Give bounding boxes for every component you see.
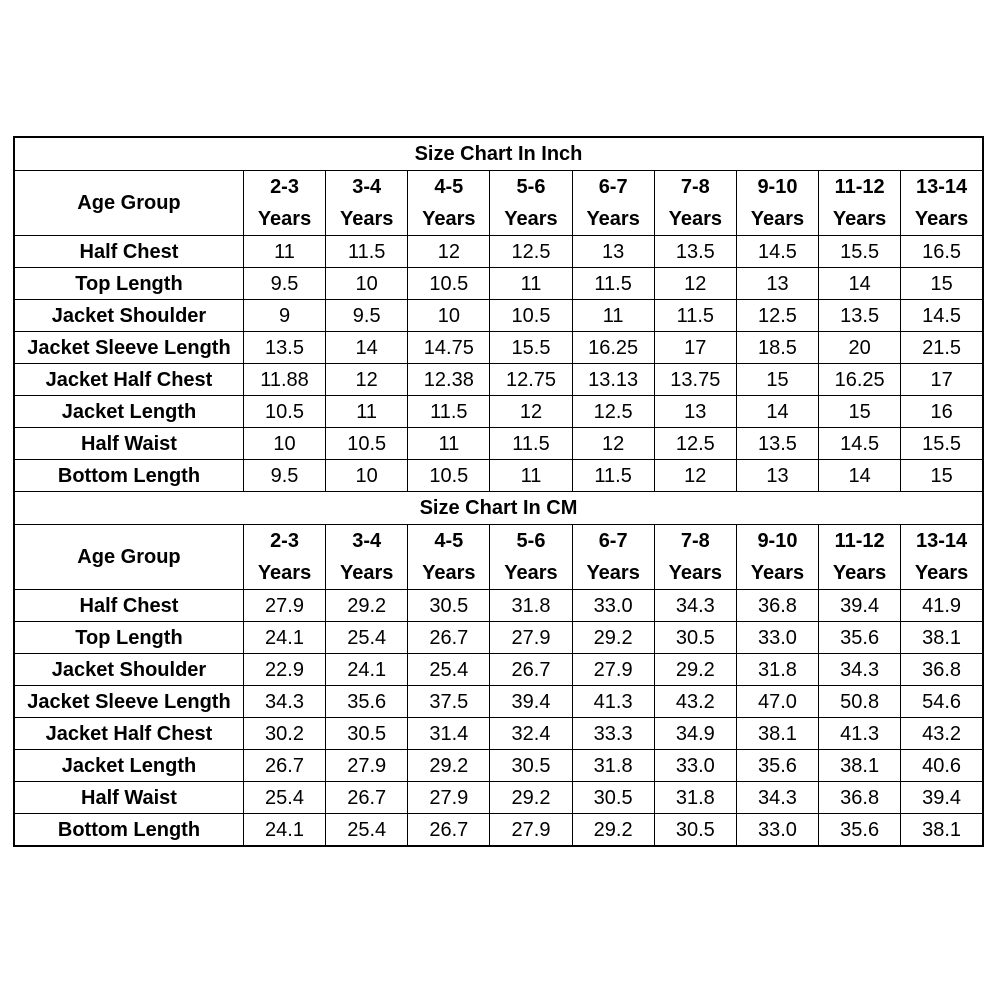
measurement-value: 24.1 [326,654,408,686]
measurement-value: 10 [243,428,325,460]
measurement-label: Top Length [14,268,243,300]
measurement-value: 10.5 [408,268,490,300]
measurement-value: 29.2 [654,654,736,686]
measurement-value: 12.5 [654,428,736,460]
measurement-value: 11 [490,268,572,300]
inch-age-group-header [572,171,654,236]
measurement-value: 11.88 [243,364,325,396]
measurement-value: 30.5 [408,590,490,622]
measurement-label: Half Waist [14,428,243,460]
measurement-value: 27.9 [572,654,654,686]
age-unit: Years [504,562,558,584]
cm-section-title: Size Chart In CM [14,492,983,525]
age-unit: Years [586,562,640,584]
measurement-value: 34.3 [736,782,818,814]
measurement-value: 29.2 [408,750,490,782]
measurement-value: 14 [326,332,408,364]
measurement-value: 10.5 [408,460,490,492]
table-row [14,814,983,847]
measurement-value: 13.75 [654,364,736,396]
cm-age-group-header [572,525,654,590]
age-unit: Years [914,562,969,584]
age-range: 2-3 [270,530,299,552]
measurement-value: 16.25 [819,364,901,396]
measurement-value: 43.2 [901,718,983,750]
measurement-value: 12.5 [736,300,818,332]
age-unit: Years [832,562,887,584]
measurement-value: 40.6 [901,750,983,782]
measurement-value: 13.5 [654,236,736,268]
measurement-value: 15 [901,460,983,492]
measurement-label: Bottom Length [14,814,243,847]
measurement-value: 15 [819,396,901,428]
measurement-label: Jacket Sleeve Length [14,686,243,718]
measurement-value: 54.6 [901,686,983,718]
inch-age-group-header [736,171,818,236]
table-row [14,364,983,396]
measurement-value: 10 [326,460,408,492]
measurement-value: 27.9 [490,814,572,847]
age-unit: Years [668,562,722,584]
table-row [14,718,983,750]
table-row [14,590,983,622]
measurement-value: 11.5 [572,460,654,492]
measurement-value: 14.5 [819,428,901,460]
table-row [14,782,983,814]
age-unit: Years [339,208,394,230]
age-range: 5-6 [516,176,546,198]
measurement-value: 16.25 [572,332,654,364]
measurement-value: 13 [736,460,818,492]
cm-age-group-header [243,525,325,590]
measurement-value: 38.1 [901,622,983,654]
measurement-label: Jacket Shoulder [14,654,243,686]
inch-age-group-header [326,171,408,236]
measurement-value: 38.1 [736,718,818,750]
measurement-value: 12 [572,428,654,460]
table-row [14,396,983,428]
measurement-value: 13.5 [819,300,901,332]
inch-age-group-row [14,171,983,236]
cm-age-group-header [736,525,818,590]
measurement-value: 36.8 [901,654,983,686]
measurement-value: 34.3 [654,590,736,622]
measurement-value: 27.9 [326,750,408,782]
measurement-value: 31.8 [654,782,736,814]
inch-age-group-header [490,171,572,236]
inch-section-title: Size Chart In Inch [14,137,983,171]
measurement-value: 10 [408,300,490,332]
measurement-value: 13.5 [736,428,818,460]
measurement-value: 11 [490,460,572,492]
age-unit: Years [832,208,887,230]
measurement-value: 25.4 [243,782,325,814]
measurement-label: Bottom Length [14,460,243,492]
measurement-value: 38.1 [901,814,983,847]
measurement-value: 27.9 [408,782,490,814]
age-unit: Years [339,562,394,584]
measurement-value: 27.9 [490,622,572,654]
age-unit: Years [750,208,805,230]
measurement-value: 10.5 [490,300,572,332]
measurement-value: 17 [654,332,736,364]
cm-age-group-header [326,525,408,590]
age-unit: Years [257,208,312,230]
measurement-value: 10.5 [243,396,325,428]
measurement-value: 11.5 [654,300,736,332]
measurement-value: 20 [819,332,901,364]
measurement-value: 10 [326,268,408,300]
measurement-label: Top Length [14,622,243,654]
measurement-value: 14.5 [901,300,983,332]
measurement-value: 35.6 [819,814,901,847]
measurement-value: 15 [901,268,983,300]
table-row [14,622,983,654]
measurement-value: 11 [572,300,654,332]
measurement-value: 37.5 [408,686,490,718]
cm-age-group-header [490,525,572,590]
age-range: 4-5 [434,176,464,198]
measurement-value: 47.0 [736,686,818,718]
measurement-value: 35.6 [736,750,818,782]
measurement-value: 30.5 [654,622,736,654]
age-range: 11-12 [834,530,885,552]
measurement-value: 9 [243,300,325,332]
measurement-value: 11.5 [572,268,654,300]
measurement-value: 36.8 [819,782,901,814]
cm-age-group-header [901,525,983,590]
measurement-value: 25.4 [408,654,490,686]
age-range: 6-7 [598,176,628,198]
age-range: 3-4 [352,530,382,552]
measurement-value: 16 [901,396,983,428]
measurement-value: 13.13 [572,364,654,396]
age-range: 2-3 [270,176,299,198]
age-range: 7-8 [680,176,710,198]
measurement-value: 43.2 [654,686,736,718]
inch-age-group-header [901,171,983,236]
measurement-value: 35.6 [819,622,901,654]
measurement-value: 30.5 [326,718,408,750]
measurement-value: 39.4 [490,686,572,718]
table-row [14,332,983,364]
measurement-value: 41.9 [901,590,983,622]
measurement-value: 26.7 [243,750,325,782]
measurement-value: 12 [654,460,736,492]
inch-age-group-label: Age Group [14,171,243,236]
measurement-value: 36.8 [736,590,818,622]
inch-age-group-header [243,171,325,236]
measurement-value: 31.4 [408,718,490,750]
measurement-value: 30.2 [243,718,325,750]
measurement-value: 12.38 [408,364,490,396]
table-row [14,300,983,332]
measurement-value: 14 [819,268,901,300]
measurement-value: 15.5 [490,332,572,364]
measurement-value: 12.75 [490,364,572,396]
measurement-value: 39.4 [901,782,983,814]
measurement-value: 29.2 [572,814,654,847]
measurement-value: 14.5 [736,236,818,268]
measurement-value: 24.1 [243,622,325,654]
measurement-value: 13 [654,396,736,428]
measurement-label: Half Waist [14,782,243,814]
measurement-label: Jacket Length [14,396,243,428]
measurement-value: 12 [326,364,408,396]
measurement-value: 12 [408,236,490,268]
table-row [14,428,983,460]
cm-age-group-label: Age Group [14,525,243,590]
age-range: 4-5 [434,530,464,552]
measurement-value: 24.1 [243,814,325,847]
age-unit: Years [586,208,640,230]
measurement-value: 30.5 [654,814,736,847]
measurement-value: 14.75 [408,332,490,364]
measurement-value: 33.0 [654,750,736,782]
measurement-value: 14 [736,396,818,428]
age-range: 9-10 [757,530,798,552]
measurement-value: 12.5 [490,236,572,268]
measurement-value: 41.3 [572,686,654,718]
age-range: 11-12 [834,176,885,198]
measurement-value: 15.5 [901,428,983,460]
measurement-label: Jacket Shoulder [14,300,243,332]
size-chart-table [13,136,984,847]
measurement-value: 34.3 [819,654,901,686]
cm-age-group-row [14,525,983,590]
measurement-value: 39.4 [819,590,901,622]
table-row [14,750,983,782]
cm-age-group-header [819,525,901,590]
measurement-value: 12 [654,268,736,300]
measurement-value: 21.5 [901,332,983,364]
measurement-value: 32.4 [490,718,572,750]
age-unit: Years [257,562,312,584]
table-row [14,686,983,718]
inch-age-group-header [408,171,490,236]
measurement-value: 12 [490,396,572,428]
table-row [14,268,983,300]
measurement-value: 25.4 [326,814,408,847]
measurement-label: Jacket Length [14,750,243,782]
age-unit: Years [422,208,476,230]
measurement-value: 9.5 [243,460,325,492]
measurement-value: 14 [819,460,901,492]
age-unit: Years [914,208,969,230]
measurement-value: 33.3 [572,718,654,750]
measurement-value: 15.5 [819,236,901,268]
measurement-label: Jacket Half Chest [14,718,243,750]
measurement-value: 27.9 [243,590,325,622]
measurement-value: 11 [243,236,325,268]
measurement-value: 33.0 [572,590,654,622]
table-row [14,460,983,492]
measurement-value: 26.7 [408,622,490,654]
measurement-label: Half Chest [14,236,243,268]
measurement-value: 50.8 [819,686,901,718]
inch-title-row [14,137,983,171]
table-row [14,236,983,268]
age-range: 9-10 [757,176,798,198]
measurement-value: 29.2 [326,590,408,622]
measurement-value: 30.5 [572,782,654,814]
measurement-value: 34.3 [243,686,325,718]
measurement-value: 13 [736,268,818,300]
measurement-label: Jacket Half Chest [14,364,243,396]
measurement-label: Half Chest [14,590,243,622]
measurement-value: 9.5 [243,268,325,300]
age-range: 7-8 [680,530,710,552]
measurement-value: 12.5 [572,396,654,428]
measurement-value: 10.5 [326,428,408,460]
measurement-value: 15 [736,364,818,396]
measurement-value: 38.1 [819,750,901,782]
size-chart-body [14,137,983,846]
measurement-value: 30.5 [490,750,572,782]
measurement-value: 26.7 [408,814,490,847]
age-unit: Years [504,208,558,230]
measurement-value: 11 [326,396,408,428]
measurement-value: 41.3 [819,718,901,750]
measurement-value: 31.8 [490,590,572,622]
table-row [14,654,983,686]
measurement-value: 35.6 [326,686,408,718]
age-range: 5-6 [516,530,546,552]
age-unit: Years [668,208,722,230]
age-range: 13-14 [916,530,968,552]
age-range: 13-14 [916,176,968,198]
measurement-value: 17 [901,364,983,396]
measurement-value: 33.0 [736,622,818,654]
measurement-value: 11 [408,428,490,460]
measurement-value: 29.2 [490,782,572,814]
age-unit: Years [422,562,476,584]
measurement-value: 25.4 [326,622,408,654]
inch-age-group-header [654,171,736,236]
measurement-value: 11.5 [490,428,572,460]
measurement-value: 18.5 [736,332,818,364]
measurement-value: 31.8 [736,654,818,686]
measurement-value: 9.5 [326,300,408,332]
measurement-value: 13.5 [243,332,325,364]
measurement-label: Jacket Sleeve Length [14,332,243,364]
measurement-value: 13 [572,236,654,268]
measurement-value: 29.2 [572,622,654,654]
measurement-value: 26.7 [490,654,572,686]
inch-age-group-header [819,171,901,236]
measurement-value: 26.7 [326,782,408,814]
cm-age-group-header [654,525,736,590]
measurement-value: 22.9 [243,654,325,686]
measurement-value: 16.5 [901,236,983,268]
cm-age-group-header [408,525,490,590]
measurement-value: 31.8 [572,750,654,782]
cm-title-row [14,492,983,525]
age-unit: Years [750,562,805,584]
age-range: 3-4 [352,176,382,198]
measurement-value: 11.5 [326,236,408,268]
age-range: 6-7 [598,530,628,552]
measurement-value: 33.0 [736,814,818,847]
measurement-value: 11.5 [408,396,490,428]
measurement-value: 34.9 [654,718,736,750]
